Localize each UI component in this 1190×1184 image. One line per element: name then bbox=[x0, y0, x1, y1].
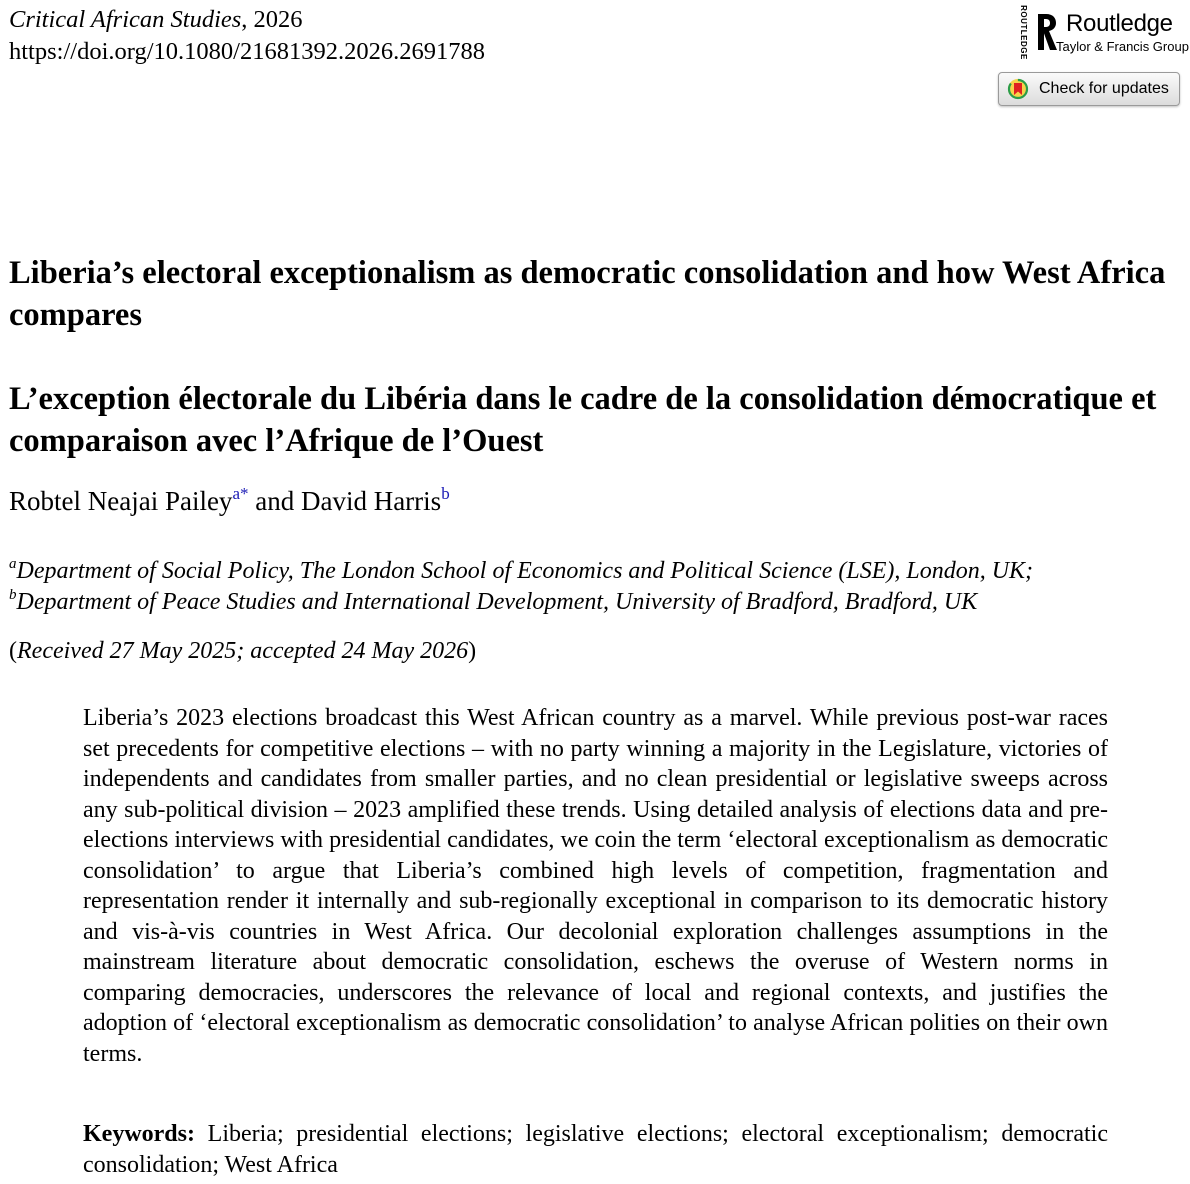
author-name: David Harris bbox=[300, 486, 442, 516]
publisher-name: Routledge bbox=[1066, 10, 1173, 37]
received-dates-text: Received 27 May 2025; accepted 24 May 2026 bbox=[17, 638, 469, 664]
affiliation bbox=[9, 556, 1033, 586]
check-for-updates-label: Check for updates bbox=[1039, 80, 1169, 97]
author-conjunction: and bbox=[248, 486, 301, 516]
affiliation bbox=[9, 587, 977, 617]
keywords-text: Liberia; presidential elections; legislative elections; electoral exceptionalism; democratic consolidation; West Africa bbox=[83, 1121, 1108, 1178]
affiliation-mark: b bbox=[9, 587, 17, 603]
author-list bbox=[9, 483, 450, 519]
check-for-updates-button[interactable] bbox=[998, 72, 1180, 106]
author-affiliation-mark[interactable]: b bbox=[441, 484, 450, 503]
affiliation-text: Department of Peace Studies and International Development, University of Bradford, Bradford, UK bbox=[16, 589, 978, 615]
publisher-group: Taylor & Francis Group bbox=[1056, 39, 1189, 54]
keywords bbox=[83, 1119, 1108, 1180]
abstract: Liberia’s 2023 elections broadcast this West African country as a marvel. While previous post-war races set precedents for competitive elections – with no party winning a majority in the Legislature, victories of independents and candidates from smaller parties, and no clean presidential or legislative sweeps across any sub-political division – 2023 amplified these trends. Using detailed analysis of elections data and pre-elections interviews with presidential candidates, we coin the term ‘electoral exceptionalism as democratic consolidation’ to argue that Liberia’s combined high levels of competition, fragmentation and representation render it internally and sub-regionally exceptional in comparison to its democratic history and vis-à-vis countries in West Africa. Our decolonial exploration challenges assumptions in the mainstream literature about democratic consolidation, eschews the overuse of Western norms in comparing democracies, underscores the relevance of local and regional contexts, and justifies the adoption of ‘electoral exceptionalism as democratic consolidation’ to analyse African polities on their own terms. bbox=[83, 705, 1108, 1067]
doi-link[interactable]: https://doi.org/10.1080/21681392.2026.2691788 bbox=[9, 38, 485, 65]
journal-year: , 2026 bbox=[241, 6, 303, 33]
article-title-french: L’exception électorale du Libéria dans le cadre de la consolidation démocratique et comparaison avec l’Afrique de l’Ouest bbox=[9, 381, 1157, 459]
affiliation-text: Department of Social Policy, The London School of Economics and Political Science (LSE), London, UK; bbox=[16, 558, 1034, 584]
affiliation-mark: a bbox=[9, 556, 17, 572]
logo-vertical-text: ROUTLEDGE bbox=[1018, 4, 1028, 60]
publisher-logo bbox=[1014, 4, 1189, 60]
author-name: Robtel Neajai Pailey bbox=[9, 486, 233, 516]
keywords-label: Keywords: bbox=[83, 1121, 195, 1147]
received-dates: (Received 27 May 2025; accepted 24 May 2026) bbox=[9, 638, 477, 664]
author-affiliation-mark[interactable]: a* bbox=[232, 484, 249, 503]
article-title-english: Liberia’s electoral exceptionalism as democratic consolidation and how West Africa compares bbox=[9, 255, 1166, 333]
check-for-updates-icon bbox=[1007, 78, 1029, 100]
journal-citation bbox=[9, 4, 303, 36]
journal-name: Critical African Studies bbox=[9, 6, 242, 33]
